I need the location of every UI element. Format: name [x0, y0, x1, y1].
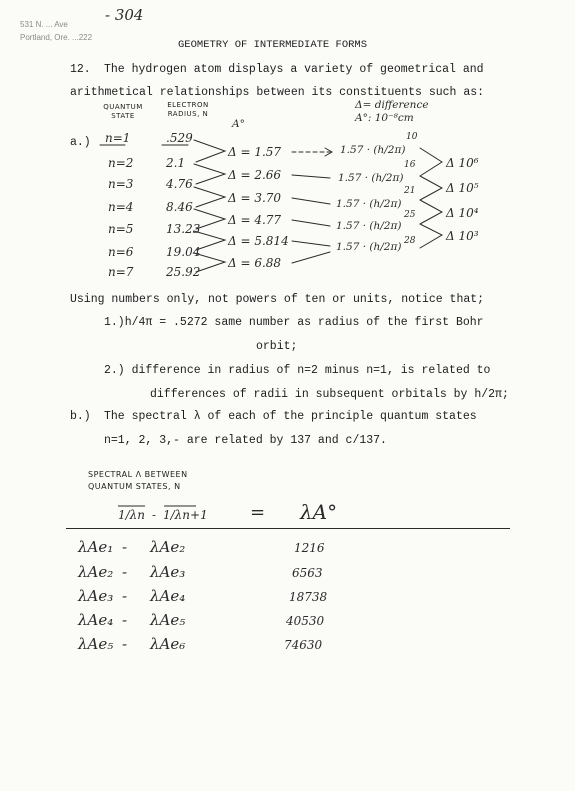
- row-5-a: λAe₅: [78, 635, 114, 653]
- radius-6: 19.04: [166, 245, 201, 259]
- electron-radius-header: ELECTRON RADIUS, N: [167, 101, 209, 118]
- radius-4: 8.46: [166, 200, 193, 214]
- row-3-value: 18738: [289, 590, 328, 604]
- delta-1: Δ = 1.57: [228, 145, 282, 159]
- row-4-b: λAe₅: [150, 611, 186, 629]
- exponent-2: 16: [404, 160, 416, 170]
- note-1-line-2: orbit;: [256, 340, 298, 353]
- difference-unit: A°: 10⁻⁸cm: [355, 112, 414, 124]
- radius-3: 4.76: [166, 177, 193, 191]
- quantum-state-4: n=4: [108, 200, 134, 214]
- section-a-label: a.): [70, 136, 91, 149]
- row-5-value: 74630: [284, 638, 323, 652]
- note-2-line-1: 2.) difference in radius of n=2 minus n=1, is related to: [104, 364, 491, 377]
- factor-3: 1.57 · (h/2π): [336, 198, 402, 210]
- fraction-minus: -: [152, 508, 157, 522]
- radius-7: 25.92: [166, 265, 201, 279]
- note-1-line-1: 1.)h/4π = .5272 same number as radius of the first Bohr: [104, 316, 484, 329]
- table-divider: [66, 528, 510, 529]
- row-5-b: λAe₆: [150, 635, 186, 653]
- row-3-a: λAe₃: [78, 587, 114, 605]
- row-4-value: 40530: [286, 614, 325, 628]
- order-1: Δ 10⁶: [446, 156, 479, 170]
- factor-4: 1.57 · (h/2π): [336, 220, 402, 232]
- note-2-line-2: differences of radii in subsequent orbitals by h/2π;: [150, 388, 509, 401]
- fraction-right: 1/λn+1: [163, 508, 208, 522]
- section-b-label: b.): [70, 410, 91, 423]
- factor-1: 1.57 · (h/2π): [340, 144, 406, 156]
- quantum-state-3: n=3: [108, 177, 134, 191]
- intro-line-1: The hydrogen atom displays a variety of geometrical and: [104, 63, 484, 76]
- delta-5: Δ = 5.814: [228, 234, 289, 248]
- row-1-value: 1216: [294, 541, 325, 555]
- item-number: 12.: [70, 63, 91, 76]
- row-1-b: λAe₂: [150, 538, 186, 556]
- row-2-a: λAe₂: [78, 563, 114, 581]
- quantum-state-6: n=6: [108, 245, 134, 259]
- quantum-state-2: n=2: [108, 156, 134, 170]
- document-number: - 304: [105, 6, 144, 24]
- factor-2: 1.57 · (h/2π): [338, 172, 404, 184]
- address-line-2: Portland, Ore. ...222: [20, 33, 93, 42]
- order-2: Δ 10⁵: [446, 181, 479, 195]
- spectral-header-line-2: QUANTUM STATES, N: [88, 482, 181, 491]
- factor-5: 1.57 · (h/2π): [336, 241, 402, 253]
- row-2-b: λAe₃: [150, 563, 186, 581]
- fraction-left: 1/λn: [118, 508, 146, 522]
- exponent-5: 28: [404, 236, 416, 246]
- difference-header: Δ= difference: [355, 99, 429, 111]
- equals-sign: =: [250, 502, 266, 523]
- address-line-1: 531 N. ... Ave: [20, 20, 68, 29]
- delta-4: Δ = 4.77: [228, 213, 282, 227]
- section-b-line-1: The spectral λ of each of the principle quantum states: [104, 410, 477, 423]
- angstrom-header: A°: [232, 118, 245, 130]
- row-2-value: 6563: [292, 566, 323, 580]
- notes-intro: Using numbers only, not powers of ten or units, notice that;: [70, 293, 485, 306]
- quantum-state-7: n=7: [108, 265, 134, 279]
- radius-5: 13.23: [166, 222, 201, 236]
- order-4: Δ 10³: [446, 229, 479, 243]
- delta-3: Δ = 3.70: [228, 191, 282, 205]
- section-b-line-2: n=1, 2, 3,- are related by 137 and c/137.: [104, 434, 387, 447]
- page-title: GEOMETRY OF INTERMEDIATE FORMS: [178, 39, 368, 51]
- order-3: Δ 10⁴: [446, 206, 479, 220]
- intro-line-2: arithmetical relationships between its constituents such as:: [70, 86, 485, 99]
- quantum-state-header: QUANTUM STATE: [103, 103, 143, 120]
- radius-1: .529: [166, 131, 193, 145]
- radius-2: 2.1: [166, 156, 186, 170]
- exponent-4: 25: [404, 210, 416, 220]
- exponent-1: 10: [406, 132, 418, 142]
- spectral-header-line-1: SPECTRAL Λ BETWEEN: [88, 470, 188, 479]
- row-1-a: λAe₁: [78, 538, 114, 556]
- quantum-state-1: n=1: [105, 131, 131, 145]
- quantum-state-5: n=5: [108, 222, 134, 236]
- delta-6: Δ = 6.88: [228, 256, 282, 270]
- result-header: λA°: [300, 500, 338, 524]
- row-3-b: λAe₄: [150, 587, 186, 605]
- row-4-a: λAe₄: [78, 611, 114, 629]
- exponent-3: 21: [404, 186, 416, 196]
- delta-2: Δ = 2.66: [228, 168, 282, 182]
